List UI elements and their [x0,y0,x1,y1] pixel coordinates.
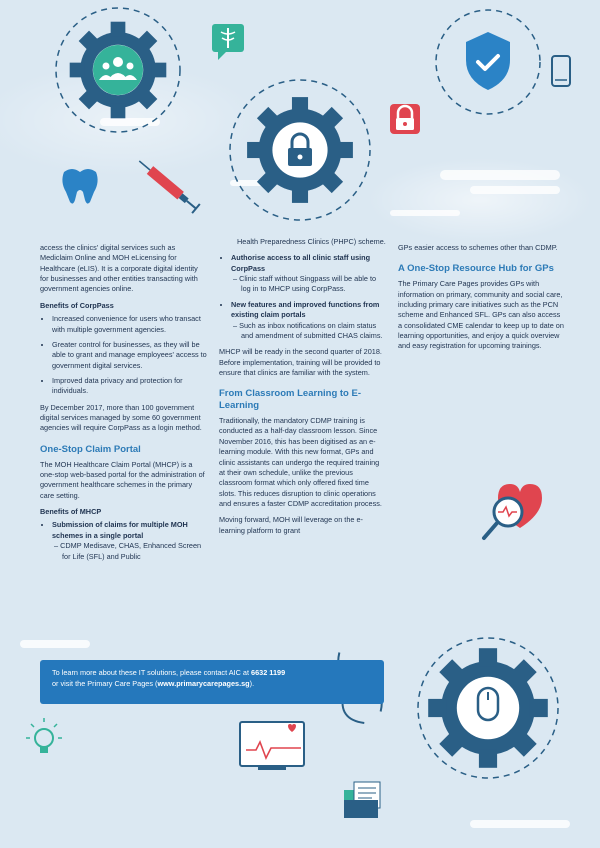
syringe-icon [135,156,199,213]
tooth-icon [62,169,97,204]
list-item [231,300,387,341]
list-item [231,253,387,294]
benefits-mhcp-heading: Benefits of MHCP [40,507,102,517]
list-item: • Increased convenience for users who transact with multiple government agencies. [52,314,208,335]
lock-icon [390,104,420,134]
elearning-heading: From Classroom Learning to E-Learning [219,388,361,412]
column-1 [40,243,208,568]
banner-line-1 [52,668,372,679]
resource-hub-heading: A One-Stop Resource Hub for GPs [398,263,554,275]
phone-number[interactable]: 6632 1199 [251,668,286,677]
elearning-text: Traditionally, the mandatory CDMP training is conducted as a half-day classroom lesson. Since November 2016, this has been digitised as an e-learning module. With this new format, GPs and clinic assistants can undergo the required training at their own schedule, unlike the previous classroom format which only offered fixed time slots. This reduces disruption to clinic operations and ensures a faster CDMP accreditation process. [219,416,382,508]
claim-portal-text: The MOH Healthcare Claim Portal (MHCP) is a one-stop web-based portal for the administration of government healthcare schemes in the primary care setting. [40,459,205,500]
mhcp-ready-text: MHCP will be ready in the second quarter of 2018. Before implementation, training will be provided to ensure that clinics are familiar with the system. [219,347,382,377]
website-link[interactable]: www.primarycarepages.sg [157,678,250,688]
padlock-gear-icon [230,80,370,220]
list-item: • Greater control for businesses, as they will be able to grant and manage employees' access to government digital services. [52,340,208,371]
cdmp-cont: GPs easier access to schemes other than CDMP. [398,243,558,252]
resource-hub-text: The Primary Care Pages provides GPs with information on primary, community and social care, including primary care initiatives such as the PCN scheme and Enhanced SFL. GPs can also access a consolidated CME calendar to keep up to date on learning opportunities, and enjoy a quick overview and easy registration for upcoming trainings. [398,279,564,351]
phone-icon [552,56,570,86]
list-item: • Improved data privacy and protection for individuals. [52,376,208,397]
mouse-gear-icon [418,638,558,778]
lightbulb-icon [26,718,62,753]
banner-text: To learn more about these IT solutions, please contact AIC at [52,668,252,677]
dec2017-paragraph: By December 2017, more than 100 government digital services managed by some 60 government agencies will require CorpPass as a login method. [40,402,202,433]
mhcp-item1-sub: – CDMP Medisave, CHAS, Enhanced Screen for Life (SFL) and Public [54,541,202,561]
banner-text: or visit the Primary Care Pages ( [52,678,158,688]
mhcp-list-cont [219,253,387,341]
shield-check-icon [436,10,540,114]
mhcp-item2-title: Authorise access to all clinic staff using CorpPass [231,253,371,273]
contact-banner [40,660,384,704]
benefits-corppass-heading: Benefits of CorpPass [40,300,114,310]
moving-forward-text: Moving forward, MOH will leverage on the e-learning platform to grant [219,515,363,535]
claim-portal-heading: One-Stop Claim Portal [40,443,141,455]
banner-line-2 [52,679,372,690]
chat-caduceus-icon [212,24,244,60]
mhcp-item2-sub: – Clinic staff without Singpass will be able to log in to MHCP using CorpPass. [233,274,377,294]
people-icon [56,8,180,132]
mhcp-item1-title: Submission of claims for multiple MOH schemes in a single portal [52,520,188,540]
banner-text: ). [249,678,255,688]
mhcp-item3-sub: – Such as inbox notifications on claim status and amendment of submitted CHAS claims. [233,320,383,340]
mhcp-item1-cont: Health Preparedness Clinics (PHPC) scheme. [237,237,386,246]
benefits-corppass-list [40,314,208,397]
monitor-heartbeat-icon [240,722,304,770]
folder-icon [344,782,380,818]
mhcp-item3-title: New features and improved functions from existing claim portals [231,299,380,320]
benefits-mhcp-list [40,520,208,561]
corppass-intro: access the clinics' digital services such as Mediclaim Online and MOH eLicensing for Healthcare (eLIS). It is a corporate digital identity for businesses and other entities transacting with government agencies online. [40,243,198,294]
heart-magnifier-icon [484,484,542,538]
column-3 [398,243,566,358]
column-2 [219,237,387,542]
list-item [52,520,208,561]
